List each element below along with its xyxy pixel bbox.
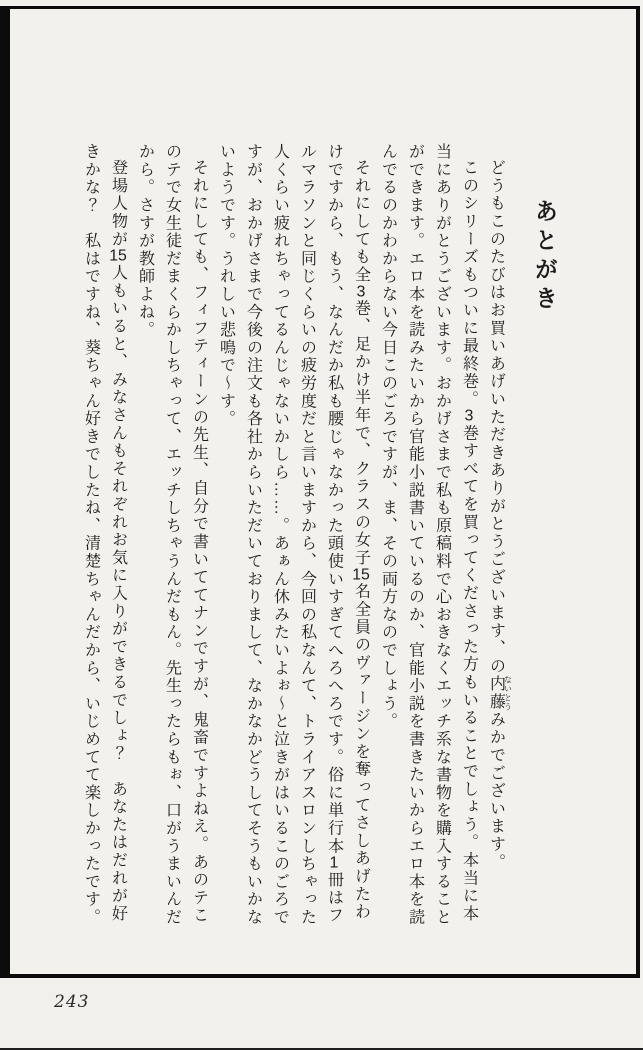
paragraph-series-final: このシリーズもついに最終巻。3巻すべてを買ってくださった方もいることでしょう。本当に本当にありがとうございます。おかげさまで私も原稿料で心おきなくエッチ系な書物を購入することができます。エロ本を読みたいから官能小説書いているのか、官能小説を書きたいからエロ本を読んでるのかわからない今日このごろですが、ま、その両方なのでしょう。 <box>379 143 478 927</box>
afterword-text-block <box>10 9 636 974</box>
author-name-furigana: ないとう <box>503 675 513 711</box>
paragraph-greeting <box>483 143 513 934</box>
paragraph-greeting-lead: どうもこのたびはお買いあげいただきありがとうございます、の <box>487 159 505 676</box>
page-border-frame <box>0 6 640 978</box>
paragraph-greeting-tail: みかでございます。 <box>487 710 505 872</box>
author-name-ruby <box>487 675 513 711</box>
paragraph-characters: 登場人物が15人もいると、みなさんもそれぞれお気に入りができるでしょ？ あなたはだれが好きかな？ 私はですね、葵ちゃん好きでしたね、清楚ちゃんだから、いじめてて楽しかったです。 <box>82 143 127 927</box>
page-number: 243 <box>54 992 90 1012</box>
paragraph-teacher: それにしても、フィフティーンの先生、自分で書いててナンですが、鬼畜ですよねえ。あのテこのテで女生徒だまくらかしちゃって、エッチしちゃうんだもん。先生ったらもぉ、口がうまいんだから。さすが教師よね。 <box>136 143 208 927</box>
paragraph-fatigue: それにしても全3巻、足かけ半年で、クラスの女子15名全員のヴァージンを奪ってさしあげたわけですから、もう、なんだか私も腰じゃなかった頭使いすぎてへろへろです。俗に単行本1冊はフルマラソンと同じくらいの疲労度だと言いますから、今回の私なんて、トライアスロンしちゃった人くらい疲れちゃってるんじゃないかしら……。あぁん休みたいよぉ〜と泣きがはいるこのごろですが、おかげさまで今後の注文も各社からいただいておりまして、なかなかどうしてそうもいかないようです。うれしい悲鳴で〜す。 <box>217 143 370 927</box>
afterword-title: あとがき <box>532 199 558 315</box>
author-name-base: 内藤 <box>487 675 505 711</box>
